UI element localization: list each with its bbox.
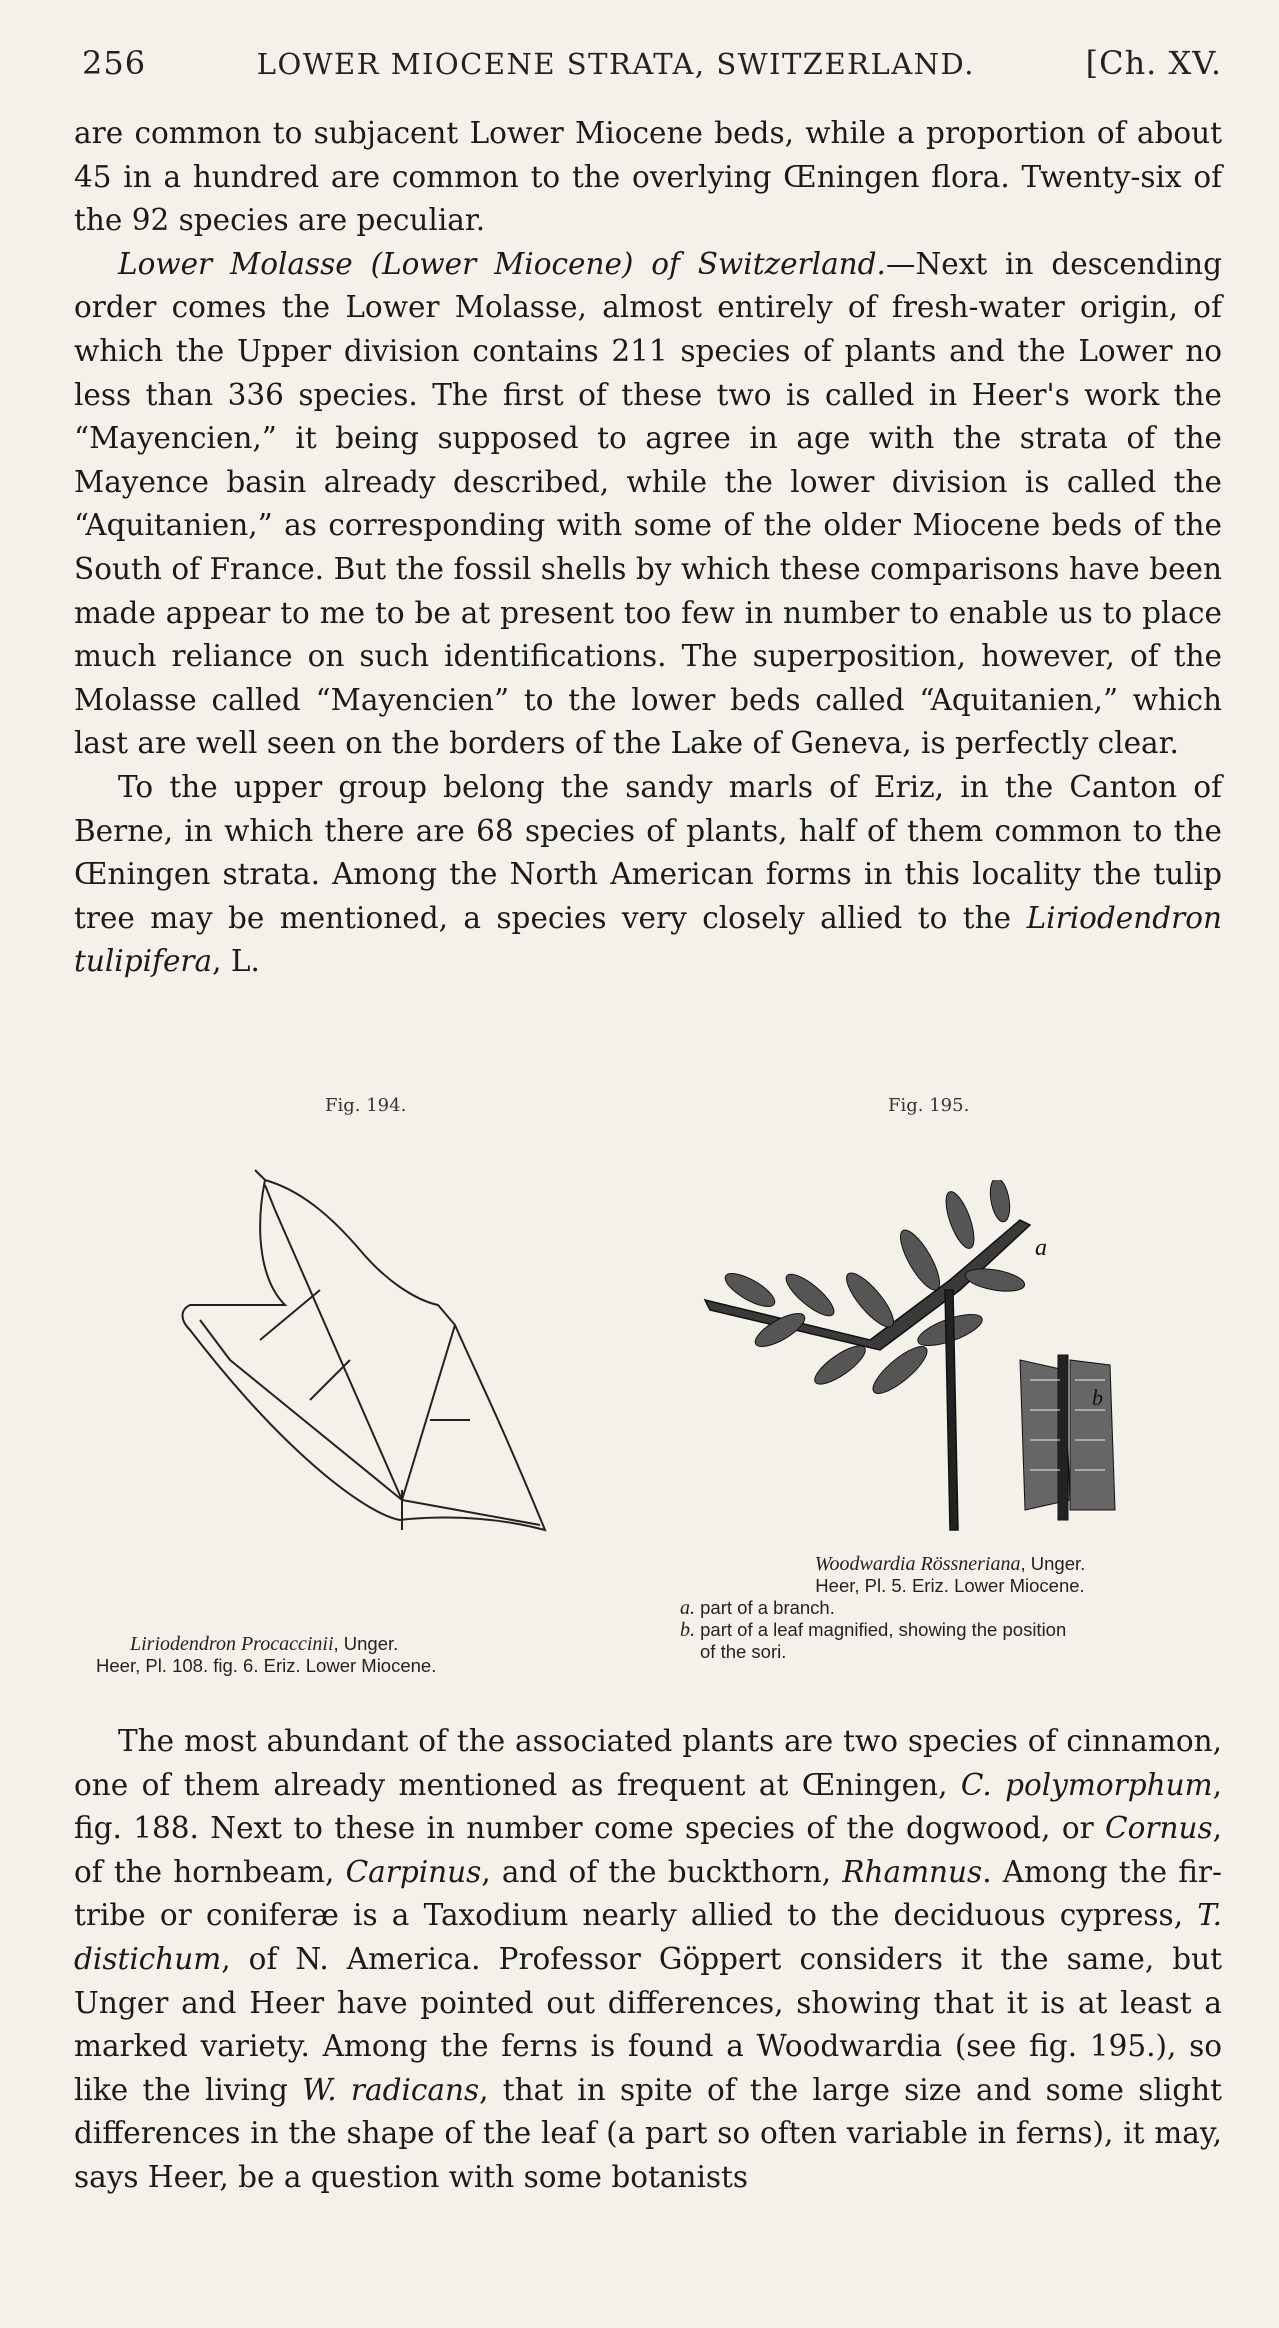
- fig-195-key-a-text: part of a branch.: [700, 1597, 835, 1618]
- fig-195-key-b: b.: [680, 1619, 695, 1641]
- running-title: LOWER MIOCENE STRATA, SWITZERLAND.: [256, 47, 975, 81]
- paragraph-3-text: To the upper group belong the sandy marls of Eriz, in the Canton of Berne, in which there are 68 species of plants, half of them common to the Œningen strata. Among the North American forms in this locality the tulip tree may be mentioned, a species very closely allied to the: [74, 769, 1222, 935]
- p4-segment-7: , that in spite of the large size and some slight differences in the shape of the leaf (a part so often variable in ferns), it may, says Heer, be a question with some botanists: [74, 2072, 1223, 2194]
- p4-segment-6: , of N. America. Professor Göppert considers it the same, but Unger and Heer have pointed out differences, showing that it is at least a marked variety. Among the ferns is found a Woodwardia (see fig. 195.), so like the living: [74, 1941, 1222, 2107]
- paragraph-3-end: , L.: [212, 944, 260, 979]
- fig-195-marker-a: a: [1035, 1235, 1047, 1261]
- fig-194-caption-author: , Unger.: [333, 1633, 399, 1654]
- paragraph-4: [74, 1720, 1222, 2200]
- fig-195-caption-author: , Unger.: [1020, 1553, 1086, 1574]
- fig-195-key-a: a.: [680, 1597, 695, 1619]
- fig-195-marker-b: b: [1092, 1385, 1103, 1410]
- fig-195-label: Fig. 195.: [888, 1095, 970, 1116]
- p4-species-2: Cornus: [1105, 1811, 1213, 1846]
- section-heading: Lower Molasse (Lower Miocene) of Switzerland.: [118, 246, 886, 281]
- paragraph-2-text: —Next in descending order comes the Lower Molasse, almost entirely of fresh-water origin, of which the Upper division contains 211 species of plants and the Lower no less than 336 species. The first of these two is called in Heer's work the “Mayencien,” it being supposed to agree in age with the strata of the Mayence basin already described, while the lower division is called the “Aquitanien,” as corresponding with some of the older Miocene beds of the South of France. But the fossil shells by which these comparisons have been made appear to me to be at present too few in number to enable us to place much reliance on such identifications. The superposition, however, of the Molasse called “Mayencien” to the lower beds called “Aquitanien,” which last are well seen on the borders of the Lake of Geneva, is perfectly clear.: [74, 246, 1222, 761]
- p4-segment-4: , and of the buckthorn,: [481, 1854, 832, 1889]
- fig-194-label: Fig. 194.: [325, 1095, 407, 1116]
- p4-species-5: T. distichum: [74, 1898, 1222, 1976]
- body-text-top: [74, 112, 1222, 984]
- species-name: Liriodendron tulipifera: [74, 900, 1222, 979]
- p4-segment-5: . Among the fir-tribe or coniferæ is a Taxodium nearly allied to the deciduous cypress,: [74, 1854, 1222, 1933]
- paragraph-3: [74, 766, 1222, 984]
- p4-species-4: Rhamnus: [842, 1854, 983, 1889]
- p4-species-1: C. polymorphum: [960, 1767, 1213, 1802]
- fig-195-caption: [680, 1553, 1220, 1663]
- running-header: [82, 44, 1222, 82]
- body-text-bottom: [74, 1720, 1222, 2200]
- fig-194-caption: [96, 1633, 656, 1677]
- fig-194-leaf-illustration: [170, 1130, 570, 1550]
- paragraph-2: [74, 243, 1222, 766]
- fig-195-caption-ref: Heer, Pl. 5. Eriz. Lower Miocene.: [815, 1575, 1085, 1596]
- p4-segment-1: The most abundant of the associated plants are two species of cinnamon, one of them already mentioned as frequent at Œningen,: [74, 1724, 1222, 1802]
- fig-195-key-b-continued: of the sori.: [700, 1641, 787, 1662]
- p4-segment-3: , of the hornbeam,: [74, 1811, 1222, 1889]
- fig-194-caption-ref: Heer, Pl. 108. fig. 6. Eriz. Lower Miocene.: [96, 1655, 437, 1676]
- fig-195-caption-name: Woodwardia Rössneriana: [814, 1553, 1021, 1575]
- fig-195-key-b-text: part of a leaf magnified, showing the position: [700, 1619, 1067, 1640]
- p4-species-3: Carpinus: [345, 1854, 482, 1889]
- fig-194-caption-name: Liriodendron Procaccinii: [130, 1633, 334, 1655]
- chapter-reference: [Ch. XV.: [1085, 44, 1222, 82]
- page-number: 256: [82, 44, 147, 82]
- fig-195-fern-illustration: [690, 1180, 1160, 1540]
- p4-species-6: W. radicans: [302, 2072, 480, 2107]
- p4-segment-2: , fig. 188. Next to these in number come species of the dogwood, or: [74, 1767, 1222, 1846]
- paragraph-1: are common to subjacent Lower Miocene beds, while a proportion of about 45 in a hundred are common to the overlying Œningen flora. Twenty-six of the 92 species are peculiar.: [74, 116, 1222, 238]
